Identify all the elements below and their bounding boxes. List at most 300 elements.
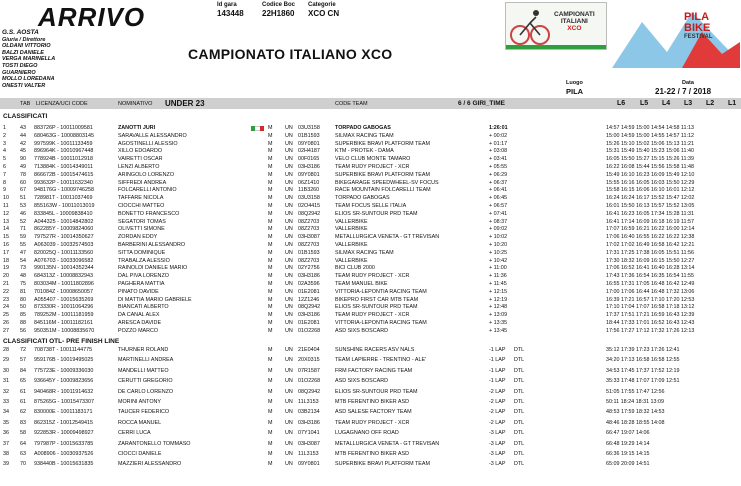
cell-team: VALLERBIKE (335, 218, 368, 225)
cell-sex: M (268, 210, 273, 217)
cell-nat: UN (285, 347, 293, 353)
cell-tab: 64 (20, 440, 26, 447)
cell-sex: M (268, 164, 273, 170)
cell-laps: 34:20 17:13 16:58 16:58 12:55 (606, 357, 680, 364)
cell-dtl: DTL (514, 451, 525, 457)
cell-nat: UN (285, 203, 293, 209)
cell-name: ZARANTONELLO TOMMASO (118, 440, 191, 447)
cell-pos: 9 (3, 187, 6, 194)
organizer: G.S. AOSTA (2, 29, 39, 36)
cell-lic: 922853R - 10009498927 (34, 430, 94, 437)
cell-laps: 16:22 16:08 15:44 15:56 15:58 11:48 (606, 164, 695, 170)
cell-time: -2 LAP (489, 399, 506, 405)
col-code-team: CODE TEAM (335, 101, 368, 107)
cell-sex: M (268, 312, 273, 319)
cell-time: + 06:37 (489, 179, 508, 186)
cell-laps: 35:33 17:48 17:07 17:09 12:51 (606, 378, 680, 385)
cell-name: BARBERINI ALESSANDRO (118, 242, 186, 248)
cell-name: TRABALZA ALESSIO (118, 257, 170, 264)
cell-nat: UN (285, 288, 293, 295)
cell-name: VAIRETTI OSCAR (118, 156, 163, 163)
cell-pos: 11 (3, 203, 9, 209)
cell-lic: 680463G - 10008803145 (34, 132, 94, 139)
cell-laps: 17:10 17:04 17:07 16:58 17:18 13:12 (606, 304, 695, 311)
cell-pos: 37 (3, 440, 9, 447)
cell-tab: 59 (20, 234, 26, 241)
cell-nat: UN (285, 257, 293, 264)
cell-code: 09Y0801 (298, 461, 320, 468)
cell-nat: UN (285, 388, 293, 395)
cell-time: + 06:45 (489, 195, 508, 202)
cell-nat: UN (285, 304, 293, 311)
jury-block (2, 30, 55, 89)
cell-sex: M (268, 296, 273, 303)
cell-nat: UN (285, 367, 293, 374)
cell-laps: 65:09 20:09 14:51 (606, 461, 650, 468)
data-value: 21-22 / 7 / 2018 (655, 87, 712, 96)
cell-team: BICI CLUB 2000 (335, 265, 375, 272)
cell-name: MARTINELLI ANDREA (118, 357, 174, 364)
cell-nat: UN (285, 440, 293, 447)
cell-pos: 1 (3, 125, 6, 131)
cell-laps: 15:26 15:10 15:02 15:06 15:13 11:21 (606, 140, 695, 147)
cell-tab: 44 (20, 132, 26, 139)
cell-tab: 45 (20, 148, 26, 155)
cell-name: TAUCER FEDERICO (118, 409, 170, 416)
cell-nat: UN (285, 171, 293, 178)
cell-laps: 17:30 18:32 16:09 16:15 15:50 12:27 (606, 257, 695, 264)
cell-lic: A076703 - 10033096582 (34, 257, 94, 264)
cell-time: + 13:35 (489, 320, 508, 326)
cell-code: 08Q2942 (298, 388, 321, 395)
cell-team: SILMAX RACING TEAM (335, 249, 394, 256)
cell-name: DA CANAL ALEX (118, 312, 160, 319)
cell-team: METALLURGICA VENETA - GT TREVISAN (335, 234, 440, 241)
cell-nat: UN (285, 218, 293, 225)
cell-time: -2 LAP (489, 388, 506, 395)
cell-team: MTB FERENTINO BIKER ASD (335, 451, 409, 457)
cell-lic: 873330R - 10011064296 (34, 304, 94, 311)
cell-pos: 2 (3, 132, 6, 139)
cell-name: SARAVALLE ALESSANDRO (118, 132, 187, 139)
cell-name: CIOCCHI MATTEO (118, 203, 165, 209)
cell-sex: M (268, 419, 273, 426)
cell-code: 11L3153 (298, 451, 319, 457)
cell-lic: A008906 - 10030937526 (34, 451, 94, 457)
cell-pos: 19 (3, 265, 9, 272)
cell-code: 21E0404 (298, 347, 320, 353)
cell-code: 03U3158 (298, 195, 320, 202)
cell-name: RAINOLDI DANIELE MARIO (118, 265, 188, 272)
cell-time: + 06:41 (489, 187, 508, 194)
cell-tab: 61 (20, 399, 26, 405)
cell-tab: 84 (20, 367, 26, 374)
cell-lic: 708738T - 10011144775 (34, 347, 93, 353)
cell-nat: UN (285, 451, 293, 457)
cell-time: + 13:45 (489, 327, 508, 334)
col-giri-time: 6 / 6 GIRI_TIME (458, 100, 505, 107)
cell-lic: 938440B - 10015631835 (34, 461, 94, 468)
cell-dtl: DTL (514, 440, 525, 447)
cell-team: SUPERBIKE BRAVI PLATFORM TEAM (335, 461, 430, 468)
cell-team: TEAM RUDY PROJECT - XCR (335, 419, 410, 426)
cell-sex: M (268, 378, 273, 385)
cell-sex: M (268, 234, 273, 241)
cell-nat: UN (285, 273, 293, 280)
cell-team: ASD SALESE FACTORY TEAM (335, 409, 412, 416)
cell-sex: M (268, 281, 273, 287)
cell-tab: 75 (20, 281, 26, 287)
cell-lic: 728981T - 10011037469 (34, 195, 93, 202)
logo1-line: CAMPIONATI (554, 11, 595, 18)
cell-laps: 35:12 17:39 17:23 17:26 12:41 (606, 347, 680, 353)
cell-name: SITTA DOMINIQUE (118, 249, 166, 256)
cell-pos: 20 (3, 273, 9, 280)
cell-nat: UN (285, 419, 293, 426)
cell-name: CIOCCI DANIELE (118, 451, 162, 457)
cell-tab: 48 (20, 273, 26, 280)
cell-team: VALLERBIKE (335, 257, 368, 264)
cell-laps: 51:05 17:55 17:47 12:56 (606, 388, 665, 395)
cell-code: 11B3260 (298, 187, 320, 194)
cell-team: VITTORIA-LEPONTIA RACING TEAM (335, 320, 427, 326)
cell-time: + 11:45 (489, 281, 507, 287)
cell-name: CERUTTI GREGORIO (118, 378, 173, 385)
cell-name: FOLCARELLI ANTONIO (118, 187, 177, 194)
cell-tab: 50 (20, 304, 26, 311)
data-label: Data (682, 80, 694, 86)
cell-time: + 09:02 (489, 226, 508, 233)
cell-time: -1 LAP (489, 378, 506, 385)
col-l6: L6 (617, 100, 626, 107)
cell-time: + 11:00 (489, 265, 507, 272)
cell-code: 07Y1041 (298, 430, 320, 437)
mountain-logo-icon (612, 2, 740, 68)
cell-dtl: DTL (514, 419, 525, 426)
cell-sex: M (268, 288, 273, 295)
cell-lic: 789252M - 10011181959 (34, 312, 94, 319)
cell-tab: 53 (20, 203, 26, 209)
cell-sex: M (268, 304, 273, 311)
cell-time: + 10:25 (489, 249, 508, 256)
cell-laps: 16:05 15:50 15:27 15:15 15:26 11:39 (606, 156, 695, 163)
cell-sex: M (268, 171, 273, 178)
col-licenza: LICENZA/UCI CODE (36, 101, 88, 107)
cell-laps: 18:44 17:33 17:01 16:52 16:43 12:43 (606, 320, 695, 326)
cell-dtl: DTL (514, 347, 525, 353)
cell-nat: UN (285, 187, 293, 194)
cell-name: THURNER ROLAND (118, 347, 169, 353)
cell-nat: UN (285, 132, 293, 139)
cell-tab: 49 (20, 164, 26, 170)
cell-laps: 17:07 16:59 16:21 16:22 16:00 12:14 (606, 226, 695, 233)
cell-sex: M (268, 226, 273, 233)
page-title: ARRIVO (38, 2, 146, 32)
cell-nat: UN (285, 195, 293, 202)
cell-laps: 16:41 16:23 16:05 17:34 15:28 11:31 (606, 210, 695, 217)
cell-tab: 42 (20, 140, 26, 147)
cell-code: 08Z2703 (298, 242, 320, 248)
cell-name: DE CARLO LORENZO (118, 388, 174, 395)
cell-sex: M (268, 132, 273, 139)
cell-team: TEAM RUDY PROJECT - XCR (335, 164, 410, 170)
cell-sex: M (268, 440, 273, 447)
cell-name: MANDELLI MATTEO (118, 367, 169, 374)
cell-code: 02Y2756 (298, 265, 320, 272)
cell-pos: 14 (3, 226, 9, 233)
cell-sex: M (268, 140, 273, 147)
cell-nat: UN (285, 148, 293, 155)
cell-sex: M (268, 327, 273, 334)
cell-laps: 16:24 16:24 16:17 15:52 15:47 12:02 (606, 195, 695, 202)
cell-sex: M (268, 203, 273, 209)
cell-laps: 17:06 16:40 16:55 16:22 16:22 12:38 (606, 234, 695, 241)
cell-sex: M (268, 347, 273, 353)
cell-sex: M (268, 273, 273, 280)
col-l4: L4 (662, 100, 671, 107)
jury-line: BALZI DANIELE (2, 49, 44, 56)
cell-sex: M (268, 125, 273, 131)
cell-team: BIKEPRO FIRST CAR MTB TEAM (335, 296, 419, 303)
cell-tab: 83 (20, 419, 26, 426)
cell-pos: 10 (3, 195, 9, 202)
section-classificati: CLASSIFICATI (3, 113, 48, 120)
cell-sex: M (268, 265, 273, 272)
cell-nat: UN (285, 281, 293, 287)
cell-pos: 3 (3, 140, 6, 147)
cell-lic: 866672B - 10015474615 (34, 171, 94, 178)
cell-code: 02H4187 (298, 148, 320, 155)
cell-code: 20X0315 (298, 357, 320, 364)
cell-name: SEGATORI TOMAS (118, 218, 166, 225)
cell-sex: M (268, 461, 273, 468)
cell-tab: 54 (20, 257, 26, 264)
cell-team: SUPERBIKE BRAVI PLATFORM TEAM (335, 171, 430, 178)
cell-lic: A055407 - 10015635269 (34, 296, 94, 303)
codice-value: 22H1860 (262, 9, 295, 18)
cell-pos: 32 (3, 388, 9, 395)
cell-time: + 10:02 (489, 234, 508, 241)
cell-pos: 12 (3, 210, 9, 217)
logo1-line: ITALIANI (560, 18, 588, 25)
cell-name: TAFFARE NICOLA (118, 195, 164, 202)
cell-nat: UN (285, 357, 293, 364)
cell-time: + 10:42 (489, 257, 508, 264)
cell-time: 1:26:01 (489, 125, 508, 131)
cell-laps: 14:57 14:59 15:00 14:54 14:58 11:13 (606, 125, 695, 131)
cell-dtl: DTL (514, 388, 525, 395)
cell-sex: M (268, 451, 273, 457)
cell-time: + 05:55 (489, 164, 508, 170)
cell-pos: 7 (3, 171, 6, 178)
cell-tab: 90 (20, 156, 26, 163)
cell-time: -3 LAP (489, 461, 506, 468)
cell-dtl: DTL (514, 399, 525, 405)
cell-code: 07R1587 (298, 367, 320, 374)
cell-sex: M (268, 409, 273, 416)
cell-code: 01B1593 (298, 132, 320, 139)
luogo-label: Luogo (566, 80, 583, 86)
cell-pos: 15 (3, 234, 9, 241)
cell-pos: 30 (3, 367, 9, 374)
cell-nat: UN (285, 399, 293, 405)
cell-nat: UN (285, 234, 293, 241)
cell-team: TEAM RUDY PROJECT - XCR (335, 312, 410, 319)
cell-code: 02O4415 (298, 203, 321, 209)
cell-pos: 34 (3, 409, 9, 416)
categorie-label: Categorie (308, 2, 336, 8)
cell-nat: UN (285, 156, 293, 163)
cell-lic: 833845L - 10009838410 (34, 210, 93, 217)
cell-tab: 65 (20, 378, 26, 385)
cell-lic: 797527R - 10014350627 (34, 234, 94, 241)
cell-code: 01E2081 (298, 320, 320, 326)
cell-time: -2 LAP (489, 409, 506, 416)
col-l2: L2 (706, 100, 715, 107)
cell-time: + 03:41 (489, 156, 508, 163)
cell-pos: 6 (3, 164, 6, 170)
cell-laps: 34:53 17:45 17:37 17:52 12:19 (606, 367, 680, 374)
cell-team: ASD SIXS BOSCARD (335, 378, 389, 385)
cell-laps: 17:00 17:06 16:44 16:48 17:32 13:06 (606, 288, 695, 295)
cell-tab: 43 (20, 125, 26, 131)
cell-name: ARESCA DAVIDE (118, 320, 162, 326)
cell-team: TEAM MANUEL BIKE (335, 281, 388, 287)
cell-name: XILLO EDOARDO (118, 148, 163, 155)
cell-laps: 15:58 16:15 16:06 16:10 16:01 12:12 (606, 187, 695, 194)
cell-name: BONETTO FRANCESCO (118, 210, 180, 217)
cell-code: 09Y0801 (298, 140, 320, 147)
cell-time: -2 LAP (489, 419, 506, 426)
cell-time: + 11:36 (489, 273, 507, 280)
cell-sex: M (268, 249, 273, 256)
cell-tab: 81 (20, 288, 26, 295)
cell-time: -3 LAP (489, 440, 506, 447)
cell-lic: 993632P - 10011632340 (34, 179, 93, 186)
cell-lic: 701084Z - 10008650057 (34, 288, 94, 295)
cell-dtl: DTL (514, 378, 525, 385)
cell-laps: 17:02 17:02 16:49 16:58 16:42 12:21 (606, 242, 695, 248)
cell-name: ARINGOLO LORENZO (118, 171, 175, 178)
col-l5: L5 (640, 100, 649, 107)
cell-lic: 778924B - 10011012918 (34, 156, 93, 163)
cell-lic: 820025Q - 10011133560 (34, 249, 94, 256)
cell-code: 12Z1246 (298, 296, 320, 303)
cell-sex: M (268, 388, 273, 395)
cell-nat: UN (285, 320, 293, 326)
cell-team: SUPERBIKE BRAVI PLATFORM TEAM (335, 140, 430, 147)
championship-logo (505, 2, 607, 50)
col-nominativo: NOMINATIVO (118, 101, 153, 107)
cell-pos: 39 (3, 461, 9, 468)
cell-lic: 684313Z - 10008832943 (34, 273, 94, 280)
cell-laps: 15:49 16:10 16:23 16:09 15:49 12:10 (606, 171, 695, 178)
jury-line: VERGA MARINELLA (2, 56, 56, 63)
cell-tab: 67 (20, 187, 26, 194)
cell-pos: 24 (3, 304, 9, 311)
cell-team: FRM FACTORY RACING TEAM (335, 367, 413, 374)
cell-dtl: DTL (514, 367, 525, 374)
cell-name: ZORDAN EDDY (118, 234, 158, 241)
cell-tab: 47 (20, 249, 26, 256)
logo2-line: FESTIVAL (684, 34, 713, 40)
cell-name: ROCCA MANUEL (118, 419, 162, 426)
cell-time: + 06:29 (489, 171, 508, 178)
cell-name: AGOSTINELLI ALESSIO (118, 140, 178, 147)
cell-name: DI MATTIA MARIO GABRIELE (118, 296, 192, 303)
id-gara-value: 143448 (217, 9, 244, 18)
categorie-value: XCO CN (308, 9, 340, 18)
cell-code: 11L3153 (298, 399, 319, 405)
cell-code: 08Q2942 (298, 210, 321, 217)
cell-sex: M (268, 399, 273, 405)
italy-flag-icon (251, 126, 264, 131)
cell-tab: 63 (20, 451, 26, 457)
cell-code: 08Z2703 (298, 218, 320, 225)
luogo-value: PILA (566, 87, 584, 96)
cell-lic: 830000E - 10011183171 (34, 409, 93, 416)
cell-sex: M (268, 156, 273, 163)
cell-dtl: DTL (514, 430, 525, 437)
cell-team: BIKEGARAGE SPEEDWHEEL-SV FOCUS (335, 179, 439, 186)
cell-lic: A063039 - 10032574503 (34, 242, 94, 248)
cell-lic: 990135N - 10014352344 (34, 265, 94, 272)
cell-name: DAL PIVA LORENZO (118, 273, 169, 280)
cell-nat: UN (285, 210, 293, 217)
cell-team: ELIOS SR-SUNTOUR PRD TEAM (335, 388, 418, 395)
cell-laps: 17:43 17:36 16:54 16:35 16:54 11:55 (606, 273, 695, 280)
cell-name: PAGHERA MATTIA (118, 281, 165, 287)
cell-team: TEAM LAPIERRE - TRENTINO - ALE' (335, 357, 427, 364)
cell-team: RACE MOUNTAIN FOLCARELLI TEAM (335, 187, 431, 194)
cell-nat: UN (285, 226, 293, 233)
cell-code: 08Q2942 (298, 304, 321, 311)
cell-lic: 855163W - 10011013019 (34, 203, 95, 209)
cell-nat: UN (285, 125, 293, 131)
cell-name: LENZI ALBERTO (118, 164, 160, 170)
cell-tab: 46 (20, 210, 26, 217)
cell-time: + 06:57 (489, 203, 508, 209)
cell-team: TEAM FOCUS SELLE ITALIA (335, 203, 407, 209)
cell-code: 01O2268 (298, 378, 321, 385)
cell-lic: 862285Y - 10009824060 (34, 226, 94, 233)
cell-laps: 66:47 19:07 14:06 (606, 430, 650, 437)
cell-sex: M (268, 195, 273, 202)
cell-name: PINATO DAVIDE (118, 288, 159, 295)
cell-code: 03B2134 (298, 409, 320, 416)
cell-dtl: DTL (514, 357, 525, 364)
cell-code: 01E2081 (298, 288, 320, 295)
cell-name: POZZO MARCO (118, 327, 159, 334)
cell-tab: 88 (20, 320, 26, 326)
section-otl: CLASSIFICATI OTL- PRE FINISH LINE (3, 338, 120, 345)
id-gara-label: Id gara (217, 2, 237, 8)
cell-pos: 17 (3, 249, 9, 256)
cell-pos: 35 (3, 419, 9, 426)
cell-tab: 70 (20, 461, 26, 468)
cell-sex: M (268, 320, 273, 326)
cell-nat: UN (285, 327, 293, 334)
cell-dtl: DTL (514, 461, 525, 468)
cell-team: TORPADO GABOGAS (335, 125, 391, 131)
cell-lic: 803034M - 10011802896 (34, 281, 94, 287)
cell-team: ELIOS SR-SUNTOUR PRD TEAM (335, 304, 418, 311)
cell-sex: M (268, 367, 273, 374)
category-label: UNDER 23 (165, 99, 205, 108)
cell-tab: 72 (20, 347, 26, 353)
cell-tab: 57 (20, 357, 26, 364)
cell-nat: UN (285, 242, 293, 248)
